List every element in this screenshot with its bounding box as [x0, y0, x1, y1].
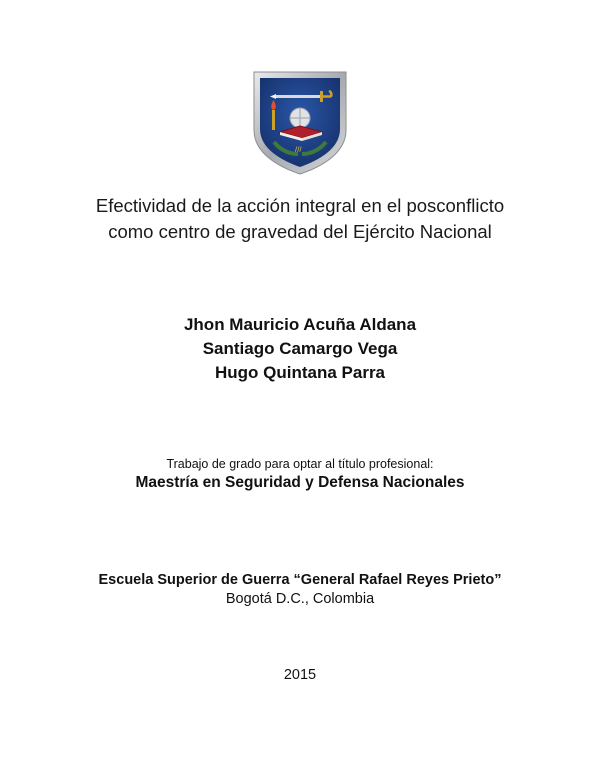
authors-list: [0, 313, 600, 385]
author-name: Jhon Mauricio Acuña Aldana: [183, 315, 417, 334]
shield-icon: [252, 70, 348, 176]
author-name: Santiago Camargo Vega: [202, 339, 398, 358]
degree-name: Maestría en Seguridad y Defensa Nacionales: [135, 474, 465, 491]
institution-city: Bogotá D.C., Colombia: [225, 591, 375, 607]
publication-year: 2015: [283, 667, 317, 683]
thesis-title-line-2: como centro de gravedad del Ejército Nacional: [108, 221, 492, 242]
degree-intro: Trabajo de grado para optar al título profesional:: [166, 457, 434, 471]
author-name: Hugo Quintana Parra: [214, 363, 386, 382]
thesis-title-line-1: Efectividad de la acción integral en el posconflicto: [95, 195, 505, 216]
institution-emblem: [252, 70, 348, 176]
thesis-title: [0, 193, 600, 245]
institution-name: Escuela Superior de Guerra “General Rafael Reyes Prieto”: [98, 572, 502, 588]
svg-text:///: ///: [295, 146, 302, 153]
